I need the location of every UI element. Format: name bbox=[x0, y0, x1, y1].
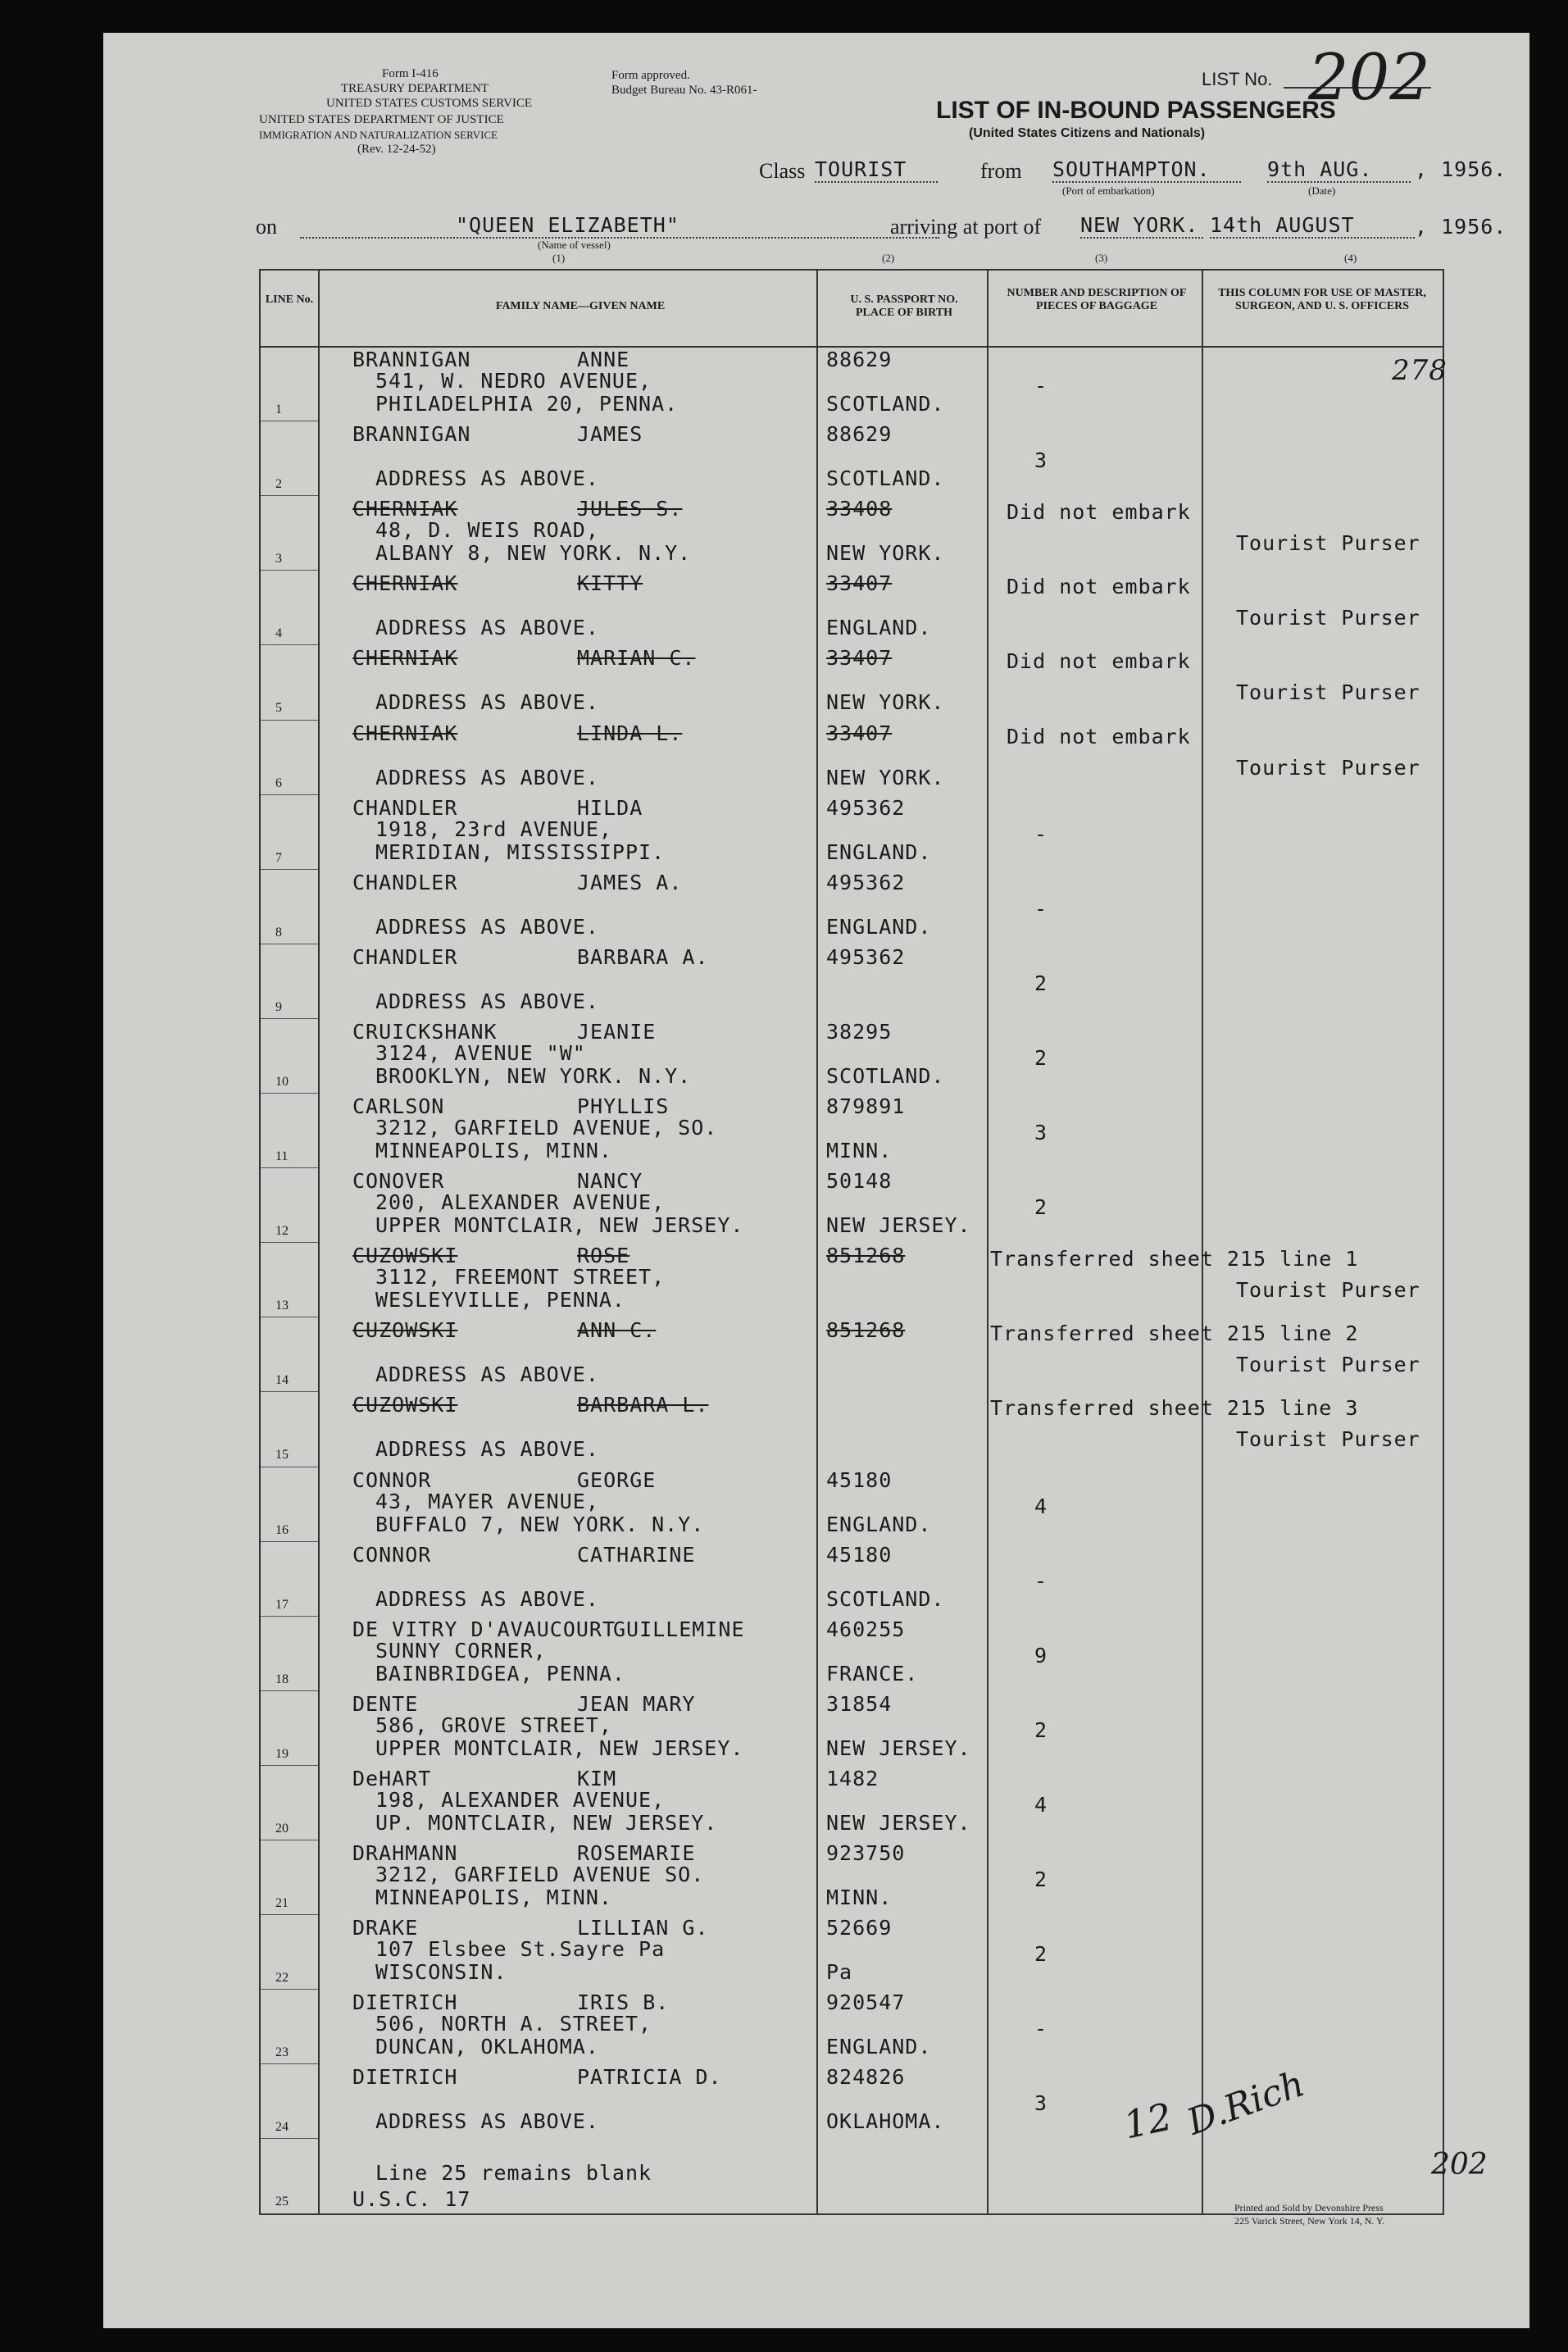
list-no-value: 202 bbox=[1308, 41, 1430, 115]
passport-number: 50148 bbox=[826, 1169, 893, 1194]
address-line-2: BUFFALO 7, NEW YORK. N.Y. bbox=[375, 1512, 705, 1536]
address-line-2: UP. MONTCLAIR, NEW JERSEY. bbox=[375, 1810, 718, 1835]
port-embark-note: (Port of embarkation) bbox=[1062, 184, 1155, 197]
given-name: ROSE bbox=[577, 1244, 630, 1268]
passport-number: 851268 bbox=[826, 1318, 906, 1343]
col-line-no: LINE No. bbox=[265, 293, 314, 306]
given-name: JAMES A. bbox=[577, 870, 683, 894]
address-line-1: 586, GROVE STREET, bbox=[375, 1713, 612, 1737]
place-of-birth: ENGLAND. bbox=[826, 914, 932, 939]
family-name: DIETRICH bbox=[352, 2065, 458, 2090]
list-no-label: LIST No. bbox=[1202, 69, 1273, 89]
family-name: BRANNIGAN bbox=[352, 422, 471, 447]
given-name: ANNE bbox=[577, 348, 630, 371]
place-of-birth: SCOTLAND. bbox=[826, 466, 945, 491]
address-line-1: 1918, 23rd AVENUE, bbox=[375, 817, 612, 841]
address-line-2: MINNEAPOLIS, MINN. bbox=[375, 1139, 612, 1162]
family-name: DRAKE bbox=[352, 1916, 419, 1940]
passport-number: 824826 bbox=[826, 2065, 906, 2090]
place-of-birth: ENGLAND. bbox=[826, 1512, 932, 1536]
table-row bbox=[261, 720, 1443, 794]
line-number: 23 bbox=[275, 2045, 289, 2060]
table-row bbox=[261, 1167, 1443, 1242]
address-line-2: ADDRESS AS ABOVE. bbox=[375, 1363, 599, 1387]
class-value: TOURIST bbox=[815, 157, 938, 183]
address-line-2: ADDRESS AS ABOVE. bbox=[375, 765, 599, 789]
family-name: CONNOR bbox=[352, 1467, 432, 1492]
status-note: Did not embark bbox=[1007, 575, 1191, 599]
given-name: JAMES bbox=[577, 422, 643, 447]
form-revision: (Rev. 12-24-52) bbox=[357, 143, 436, 156]
family-name: CUZOWSKI bbox=[352, 1318, 458, 1343]
printer-line-2: 225 Varick Street, New York 14, N. Y. bbox=[1234, 2215, 1385, 2227]
place-of-birth: SCOTLAND. bbox=[826, 392, 945, 416]
line-number: 6 bbox=[275, 776, 282, 790]
passport-number: 33407 bbox=[826, 721, 893, 745]
baggage-count: - bbox=[1034, 2017, 1048, 2041]
address-line-2: ADDRESS AS ABOVE. bbox=[375, 1437, 599, 1462]
given-name: GUILLEMINE bbox=[613, 1617, 745, 1641]
passport-number: 923750 bbox=[826, 1841, 906, 1865]
passport-number: 33407 bbox=[826, 646, 893, 671]
table-row bbox=[261, 644, 1443, 719]
family-name: CHANDLER bbox=[352, 870, 458, 894]
passport-number: 1482 bbox=[826, 1766, 879, 1790]
address-line-1: 107 Elsbee St.Sayre Pa bbox=[375, 1937, 666, 1962]
year-1: , 1956. bbox=[1415, 157, 1507, 181]
address-line-2: U.S.C. 17 bbox=[352, 2187, 471, 2212]
col-name: FAMILY NAME—GIVEN NAME bbox=[495, 300, 666, 312]
address-line-2: WESLEYVILLE, PENNA. bbox=[375, 1288, 625, 1312]
address-line-2: UPPER MONTCLAIR, NEW JERSEY. bbox=[375, 1736, 744, 1760]
baggage-count: 2 bbox=[1034, 1867, 1048, 1891]
row-divider bbox=[261, 1914, 318, 1915]
hand-page-number: 202 bbox=[1431, 2148, 1488, 2181]
place-of-birth: OKLAHOMA. bbox=[826, 2109, 945, 2134]
list-title: LIST OF IN-BOUND PASSENGERS bbox=[936, 97, 1336, 124]
given-name: KITTY bbox=[577, 571, 643, 596]
status-note: Transferred sheet 215 line 1 bbox=[990, 1247, 1359, 1272]
row-divider bbox=[261, 1167, 318, 1168]
table-row bbox=[261, 1242, 1443, 1317]
form-number: Form I-416 bbox=[382, 67, 439, 80]
place-of-birth: ENGLAND. bbox=[826, 616, 932, 640]
line-number: 15 bbox=[275, 1448, 289, 1463]
table-row bbox=[261, 1391, 1443, 1466]
row-divider bbox=[261, 1690, 318, 1691]
family-name: CHERNIAK bbox=[352, 721, 458, 745]
family-name: CHERNIAK bbox=[352, 497, 458, 521]
passport-number: 88629 bbox=[826, 348, 893, 371]
purser-note: Tourist Purser bbox=[1236, 606, 1420, 630]
family-name: CUZOWSKI bbox=[352, 1244, 458, 1268]
line-number: 22 bbox=[275, 1971, 289, 1986]
baggage-count: 3 bbox=[1034, 448, 1048, 473]
year-2: , 1956. bbox=[1415, 215, 1507, 239]
given-name: PHYLLIS bbox=[577, 1094, 670, 1118]
from-value: SOUTHAMPTON. bbox=[1052, 157, 1241, 183]
address-line-2: DUNCAN, OKLAHOMA. bbox=[375, 2035, 599, 2059]
address-line-2: ADDRESS AS ABOVE. bbox=[375, 2109, 599, 2134]
baggage-count: - bbox=[1034, 821, 1048, 846]
purser-note: Tourist Purser bbox=[1236, 755, 1420, 780]
table-row bbox=[261, 1690, 1443, 1765]
passport-number: 495362 bbox=[826, 944, 906, 969]
place-of-birth: FRANCE. bbox=[826, 1661, 919, 1686]
baggage-count: 3 bbox=[1034, 2091, 1048, 2116]
passport-number: 88629 bbox=[826, 422, 893, 447]
family-name: DE VITRY D'AVAUCOURT bbox=[352, 1617, 616, 1641]
baggage-count: - bbox=[1034, 374, 1048, 398]
passenger-list-page bbox=[103, 33, 1529, 2328]
table-row bbox=[261, 1616, 1443, 1690]
col3-marker: (3) bbox=[1095, 252, 1108, 264]
row-divider bbox=[261, 1765, 318, 1766]
baggage-count: - bbox=[1034, 896, 1048, 921]
given-name: CATHARINE bbox=[577, 1542, 696, 1567]
dept-immigration: IMMIGRATION AND NATURALIZATION SERVICE bbox=[259, 129, 498, 141]
address-line-1: 3212, GARFIELD AVENUE SO. bbox=[375, 1863, 705, 1886]
line-number: 11 bbox=[275, 1149, 289, 1164]
passport-number: 31854 bbox=[826, 1691, 893, 1716]
passport-number: 33408 bbox=[826, 497, 893, 521]
table-row bbox=[261, 1317, 1443, 1391]
row-divider bbox=[261, 1242, 318, 1243]
line-number: 19 bbox=[275, 1746, 289, 1761]
table-row bbox=[261, 1989, 1443, 2063]
line-number: 14 bbox=[275, 1373, 289, 1388]
dept-customs: UNITED STATES CUSTOMS SERVICE bbox=[326, 97, 533, 110]
family-name: DIETRICH bbox=[352, 1990, 458, 2015]
line-number: 16 bbox=[275, 1522, 289, 1537]
table-row bbox=[261, 869, 1443, 944]
officer-entry: 278 bbox=[1392, 354, 1448, 387]
given-name: JEANIE bbox=[577, 1019, 657, 1044]
address-line-1: 43, MAYER AVENUE, bbox=[375, 1489, 599, 1513]
address-line-1: SUNNY CORNER, bbox=[375, 1638, 547, 1663]
family-name: DRAHMANN bbox=[352, 1841, 458, 1865]
place-of-birth: ENGLAND. bbox=[826, 839, 932, 864]
row-divider bbox=[261, 495, 318, 496]
place-of-birth: ENGLAND. bbox=[826, 2035, 932, 2059]
baggage-count: - bbox=[1034, 1568, 1048, 1593]
row-divider bbox=[261, 570, 318, 571]
line-number: 18 bbox=[275, 1672, 289, 1686]
given-name: PATRICIA D. bbox=[577, 2065, 722, 2090]
col-officers: THIS COLUMN FOR USE OF MASTER, SURGEON, AND U. S. OFFICERS bbox=[1218, 287, 1426, 312]
family-name: DENTE bbox=[352, 1691, 419, 1716]
line-number: 8 bbox=[275, 925, 282, 939]
passport-number: 851268 bbox=[826, 1244, 906, 1268]
given-name: GEORGE bbox=[577, 1467, 657, 1492]
passport-number: 495362 bbox=[826, 795, 906, 820]
baggage-count: 2 bbox=[1034, 1045, 1048, 1070]
class-label: Class bbox=[759, 159, 806, 183]
passport-number: 920547 bbox=[826, 1990, 906, 2015]
col4-marker: (4) bbox=[1344, 252, 1357, 264]
from-label: from bbox=[980, 159, 1022, 183]
family-name: CHANDLER bbox=[352, 795, 458, 820]
table-row bbox=[261, 421, 1443, 495]
given-name: LILLIAN G. bbox=[577, 1916, 709, 1940]
col2-marker: (2) bbox=[882, 252, 895, 264]
row-divider bbox=[261, 1093, 318, 1094]
purser-note: Tourist Purser bbox=[1236, 531, 1420, 556]
table-row bbox=[261, 1840, 1443, 1914]
place-of-birth: NEW YORK. bbox=[826, 690, 945, 715]
given-name: BARBARA A. bbox=[577, 944, 709, 969]
family-name: CUZOWSKI bbox=[352, 1393, 458, 1417]
given-name: NANCY bbox=[577, 1169, 643, 1194]
line-number: 13 bbox=[275, 1299, 289, 1313]
address-line-2: PHILADELPHIA 20, PENNA. bbox=[375, 392, 679, 416]
line-number: 21 bbox=[275, 1896, 289, 1911]
address-line-2: ADDRESS AS ABOVE. bbox=[375, 466, 599, 491]
hand-count: 12 bbox=[1120, 2094, 1176, 2148]
table-row bbox=[261, 944, 1443, 1018]
address-line-2: ADDRESS AS ABOVE. bbox=[375, 690, 599, 715]
form-approved: Form approved. bbox=[611, 69, 690, 82]
passenger-table bbox=[259, 269, 1448, 2215]
baggage-count: 2 bbox=[1034, 971, 1048, 995]
address-line-2: ALBANY 8, NEW YORK. N.Y. bbox=[375, 541, 692, 566]
address-line-2: ADDRESS AS ABOVE. bbox=[375, 1586, 599, 1611]
family-name: CRUICKSHANK bbox=[352, 1019, 498, 1044]
table-row bbox=[261, 570, 1443, 644]
vessel-note: (Name of vessel) bbox=[538, 239, 611, 251]
address-line-1: 48, D. WEIS ROAD, bbox=[375, 518, 599, 543]
passport-number: 495362 bbox=[826, 870, 906, 894]
place-of-birth: NEW JERSEY. bbox=[826, 1736, 971, 1760]
line-number: 20 bbox=[275, 1821, 289, 1836]
given-name: ANN C. bbox=[577, 1318, 657, 1343]
passport-number: 45180 bbox=[826, 1467, 893, 1492]
place-of-birth: NEW JERSEY. bbox=[826, 1213, 971, 1238]
family-name: CONOVER bbox=[352, 1169, 445, 1194]
address-line-1: 506, NORTH A. STREET, bbox=[375, 2012, 652, 2036]
line-number: 5 bbox=[275, 701, 282, 716]
place-of-birth: SCOTLAND. bbox=[826, 1063, 945, 1088]
line-number: 17 bbox=[275, 1597, 289, 1612]
table-row bbox=[261, 1467, 1443, 1541]
table-row bbox=[261, 1914, 1443, 1989]
budget-bureau: Budget Bureau No. 43-R061- bbox=[611, 84, 757, 97]
arrival-date: 14th AUGUST bbox=[1210, 213, 1415, 239]
address-line-1: Line 25 remains blank bbox=[375, 2161, 652, 2186]
passport-number: 45180 bbox=[826, 1542, 893, 1567]
passport-number: 52669 bbox=[826, 1916, 893, 1940]
line-number: 24 bbox=[275, 2120, 289, 2135]
family-name: BRANNIGAN bbox=[352, 348, 471, 371]
baggage-count: 2 bbox=[1034, 1195, 1048, 1220]
row-divider bbox=[261, 1018, 318, 1019]
hand-initials: D.Rich bbox=[1181, 2063, 1311, 2144]
address-line-2: ADDRESS AS ABOVE. bbox=[375, 989, 599, 1013]
line-number: 10 bbox=[275, 1074, 289, 1089]
line-number: 2 bbox=[275, 477, 282, 492]
line-number: 12 bbox=[275, 1224, 289, 1239]
list-subtitle: (United States Citizens and Nationals) bbox=[969, 126, 1206, 140]
status-note: Transferred sheet 215 line 3 bbox=[990, 1396, 1359, 1421]
place-of-birth: MINN. bbox=[826, 1886, 893, 1909]
row-divider bbox=[261, 1391, 318, 1392]
line-number: 25 bbox=[275, 2195, 289, 2209]
baggage-count: 4 bbox=[1034, 1494, 1048, 1518]
baggage-count: 2 bbox=[1034, 1717, 1048, 1742]
family-name: DeHART bbox=[352, 1766, 432, 1790]
place-of-birth: NEW JERSEY. bbox=[826, 1810, 971, 1835]
dept-treasury: TREASURY DEPARTMENT bbox=[341, 82, 489, 95]
row-divider bbox=[261, 1541, 318, 1542]
table-row bbox=[261, 346, 1448, 421]
family-name: CARLSON bbox=[352, 1094, 445, 1118]
row-divider bbox=[261, 794, 318, 795]
family-name: CONNOR bbox=[352, 1542, 432, 1567]
baggage-count: 2 bbox=[1034, 1942, 1048, 1967]
family-name: CHANDLER bbox=[352, 944, 458, 969]
arriving-label: arriving at port of bbox=[890, 215, 1042, 239]
passport-number: 879891 bbox=[826, 1094, 906, 1118]
address-line-1: 200, ALEXANDER AVENUE, bbox=[375, 1190, 666, 1215]
purser-note: Tourist Purser bbox=[1236, 1427, 1420, 1452]
place-of-birth: MINN. bbox=[826, 1139, 893, 1162]
status-note: Did not embark bbox=[1007, 500, 1191, 525]
address-line-2: BAINBRIDGEA, PENNA. bbox=[375, 1661, 625, 1686]
on-label: on bbox=[256, 215, 277, 239]
given-name: KIM bbox=[577, 1766, 617, 1790]
table-row bbox=[261, 1765, 1443, 1840]
col-passport: U. S. PASSPORT NO. PLACE OF BIRTH bbox=[850, 293, 958, 319]
address-line-2: ADDRESS AS ABOVE. bbox=[375, 616, 599, 640]
table-row bbox=[261, 1018, 1443, 1093]
place-of-birth: SCOTLAND. bbox=[826, 1586, 945, 1611]
address-line-2: ADDRESS AS ABOVE. bbox=[375, 914, 599, 939]
line-number: 3 bbox=[275, 552, 282, 566]
row-divider bbox=[261, 1616, 318, 1617]
place-of-birth: NEW YORK. bbox=[826, 541, 945, 566]
table-row bbox=[261, 495, 1443, 570]
passport-number: 38295 bbox=[826, 1019, 893, 1044]
address-line-1: 3124, AVENUE "W" bbox=[375, 1040, 586, 1065]
address-line-2: BROOKLYN, NEW YORK. N.Y. bbox=[375, 1063, 692, 1088]
place-of-birth: Pa bbox=[826, 1960, 853, 1985]
row-divider bbox=[261, 2138, 318, 2139]
vessel-value: "QUEEN ELIZABETH" bbox=[300, 213, 939, 239]
table-row bbox=[261, 794, 1443, 869]
status-note: Did not embark bbox=[1007, 724, 1191, 748]
status-note: Did not embark bbox=[1007, 649, 1191, 674]
col1-marker: (1) bbox=[552, 252, 566, 264]
row-divider bbox=[261, 1989, 318, 1990]
given-name: ROSEMARIE bbox=[577, 1841, 696, 1865]
line-number: 1 bbox=[275, 403, 282, 417]
arrival-port: NEW YORK. bbox=[1080, 213, 1203, 239]
row-divider bbox=[261, 2063, 318, 2064]
given-name: JEAN MARY bbox=[577, 1691, 696, 1716]
line-number: 9 bbox=[275, 999, 282, 1014]
purser-note: Tourist Purser bbox=[1236, 680, 1420, 705]
address-line-2: UPPER MONTCLAIR, NEW JERSEY. bbox=[375, 1213, 744, 1238]
passport-number: 460255 bbox=[826, 1617, 906, 1641]
address-line-2: WISCONSIN. bbox=[375, 1960, 507, 1985]
table-row bbox=[261, 1093, 1443, 1167]
line-number: 7 bbox=[275, 850, 282, 865]
given-name: LINDA L. bbox=[577, 721, 683, 745]
table-row bbox=[261, 1541, 1443, 1616]
family-name: CHERNIAK bbox=[352, 646, 458, 671]
baggage-count: 3 bbox=[1034, 1121, 1048, 1144]
given-name: BARBARA L. bbox=[577, 1393, 709, 1417]
baggage-count: 4 bbox=[1034, 1792, 1048, 1817]
address-line-1: 541, W. NEDRO AVENUE, bbox=[375, 369, 652, 393]
given-name: JULES S. bbox=[577, 497, 683, 521]
baggage-count: 9 bbox=[1034, 1643, 1048, 1667]
date-note: (Date) bbox=[1308, 184, 1336, 197]
dept-justice: UNITED STATES DEPARTMENT OF JUSTICE bbox=[259, 113, 504, 126]
address-line-1: 3212, GARFIELD AVENUE, SO. bbox=[375, 1116, 718, 1140]
address-line-2: MINNEAPOLIS, MINN. bbox=[375, 1886, 612, 1909]
row-divider bbox=[261, 720, 318, 721]
purser-note: Tourist Purser bbox=[1236, 1353, 1420, 1377]
status-note: Transferred sheet 215 line 2 bbox=[990, 1322, 1359, 1346]
given-name: MARIAN C. bbox=[577, 646, 696, 671]
row-divider bbox=[261, 869, 318, 870]
row-divider bbox=[261, 644, 318, 645]
col-baggage: NUMBER AND DESCRIPTION OF PIECES OF BAGGAGE bbox=[1007, 287, 1187, 312]
place-of-birth: NEW YORK. bbox=[826, 765, 945, 789]
address-line-1: 198, ALEXANDER AVENUE, bbox=[375, 1787, 666, 1812]
line-number: 4 bbox=[275, 626, 282, 641]
purser-note: Tourist Purser bbox=[1236, 1278, 1420, 1303]
address-line-1: 3112, FREEMONT STREET, bbox=[375, 1265, 666, 1290]
given-name: IRIS B. bbox=[577, 1990, 670, 2015]
family-name: CHERNIAK bbox=[352, 571, 458, 596]
passport-number: 33407 bbox=[826, 571, 893, 596]
given-name: HILDA bbox=[577, 795, 643, 820]
date-value: 9th AUG. bbox=[1267, 157, 1411, 183]
printer-line-1: Printed and Sold by Devonshire Press bbox=[1234, 2202, 1384, 2213]
address-line-2: MERIDIAN, MISSISSIPPI. bbox=[375, 839, 666, 864]
